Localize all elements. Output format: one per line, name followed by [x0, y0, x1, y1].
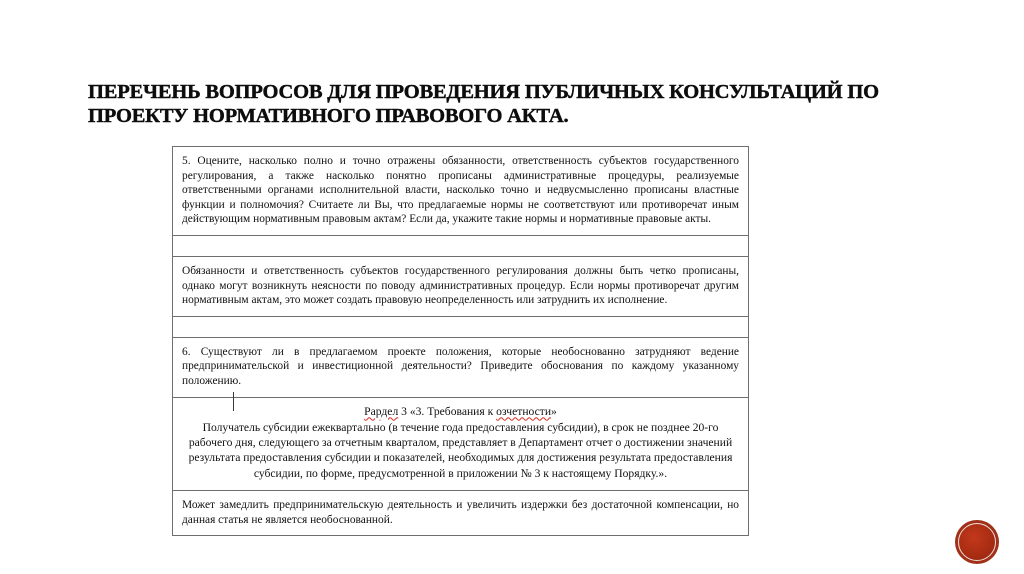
answer-5-text: Обязанности и ответственность субъектов государственного регулирования должны быть четко прописаны, однако могут возникнуть неясности по поводу административных процедур. Если нормы противоречат другим нормативным актам, это может создать правовую неопределенность или затруднить их исполнение.: [182, 264, 739, 307]
answer-6-text: Может замедлить предпринимательскую деятельность и увеличить издержки без достаточной компенсации, но данная статья не является необоснованной.: [182, 499, 739, 526]
quote-body-text: Получатель субсидии ежеквартально (в течение года предоставления субсидии), в срок не позднее 20-го рабочего дня, следующего за отчетным кварталом, представляет в Департамент отчет о достижении значений результата предоставления субсидии и показателей, необходимых для достижения результата предоставления субсидии, по форме, предусмотренной в приложении № 3 к настоящему Порядку.».: [188, 420, 733, 480]
spacer-cell: [173, 235, 749, 256]
misspelled-word-razdel[interactable]: Рардел: [364, 404, 399, 418]
question-6-text: 6. Существуют ли в предлагаемом проекте положения, которые необоснованно затрудняют ведение предпринимательской и инвестиционной деятельности? Приведите обоснования по каждому указанному положению.: [182, 345, 739, 387]
table-row: [173, 397, 749, 491]
logo-inner-circle: [958, 523, 996, 561]
table-row: [173, 491, 749, 536]
text-caret: [233, 392, 234, 411]
page-title: ПЕРЕЧЕНЬ ВОПРОСОВ ДЛЯ ПРОВЕДЕНИЯ ПУБЛИЧНЫХ КОНСУЛЬТАЦИЙ ПО ПРОЕКТУ НОРМАТИВНОГО ПРАВОВОГО АКТА.: [88, 81, 879, 127]
table-row-spacer: [173, 316, 749, 337]
table-row-spacer: [173, 235, 749, 256]
misspelled-word-otchetnosti[interactable]: озчетности: [496, 404, 552, 418]
quote-block-cell[interactable]: [173, 397, 749, 491]
logo-mark[interactable]: [955, 520, 999, 564]
question-5-text: 5. Оцените, насколько полно и точно отражены обязанности, ответственность субъектов государственного регулирования, а также насколько понятно прописаны административные процедуры, реализуемые ответственными органами исполнительной власти, насколько точно и недвусмысленно прописаны властные функции и полномочия? Считаете ли Вы, что предлагаемые нормы не соответствуют или противоречат иным действующим нормативным правовым актам? Если да, укажите такие нормы и нормативные правовые акты.: [182, 155, 739, 226]
question-5-cell[interactable]: [173, 147, 749, 236]
quote-heading-middle: 3 «3. Требования к: [398, 404, 497, 418]
table-row: [173, 256, 749, 316]
quote-heading: [183, 404, 738, 419]
answer-5-cell[interactable]: [173, 256, 749, 316]
table-row: [173, 147, 749, 236]
answer-6-cell[interactable]: [173, 491, 749, 536]
question-6-cell[interactable]: [173, 337, 749, 397]
document-table: [172, 146, 749, 536]
table-row: [173, 337, 749, 397]
quote-heading-tail: »: [551, 404, 557, 418]
spacer-cell: [173, 316, 749, 337]
